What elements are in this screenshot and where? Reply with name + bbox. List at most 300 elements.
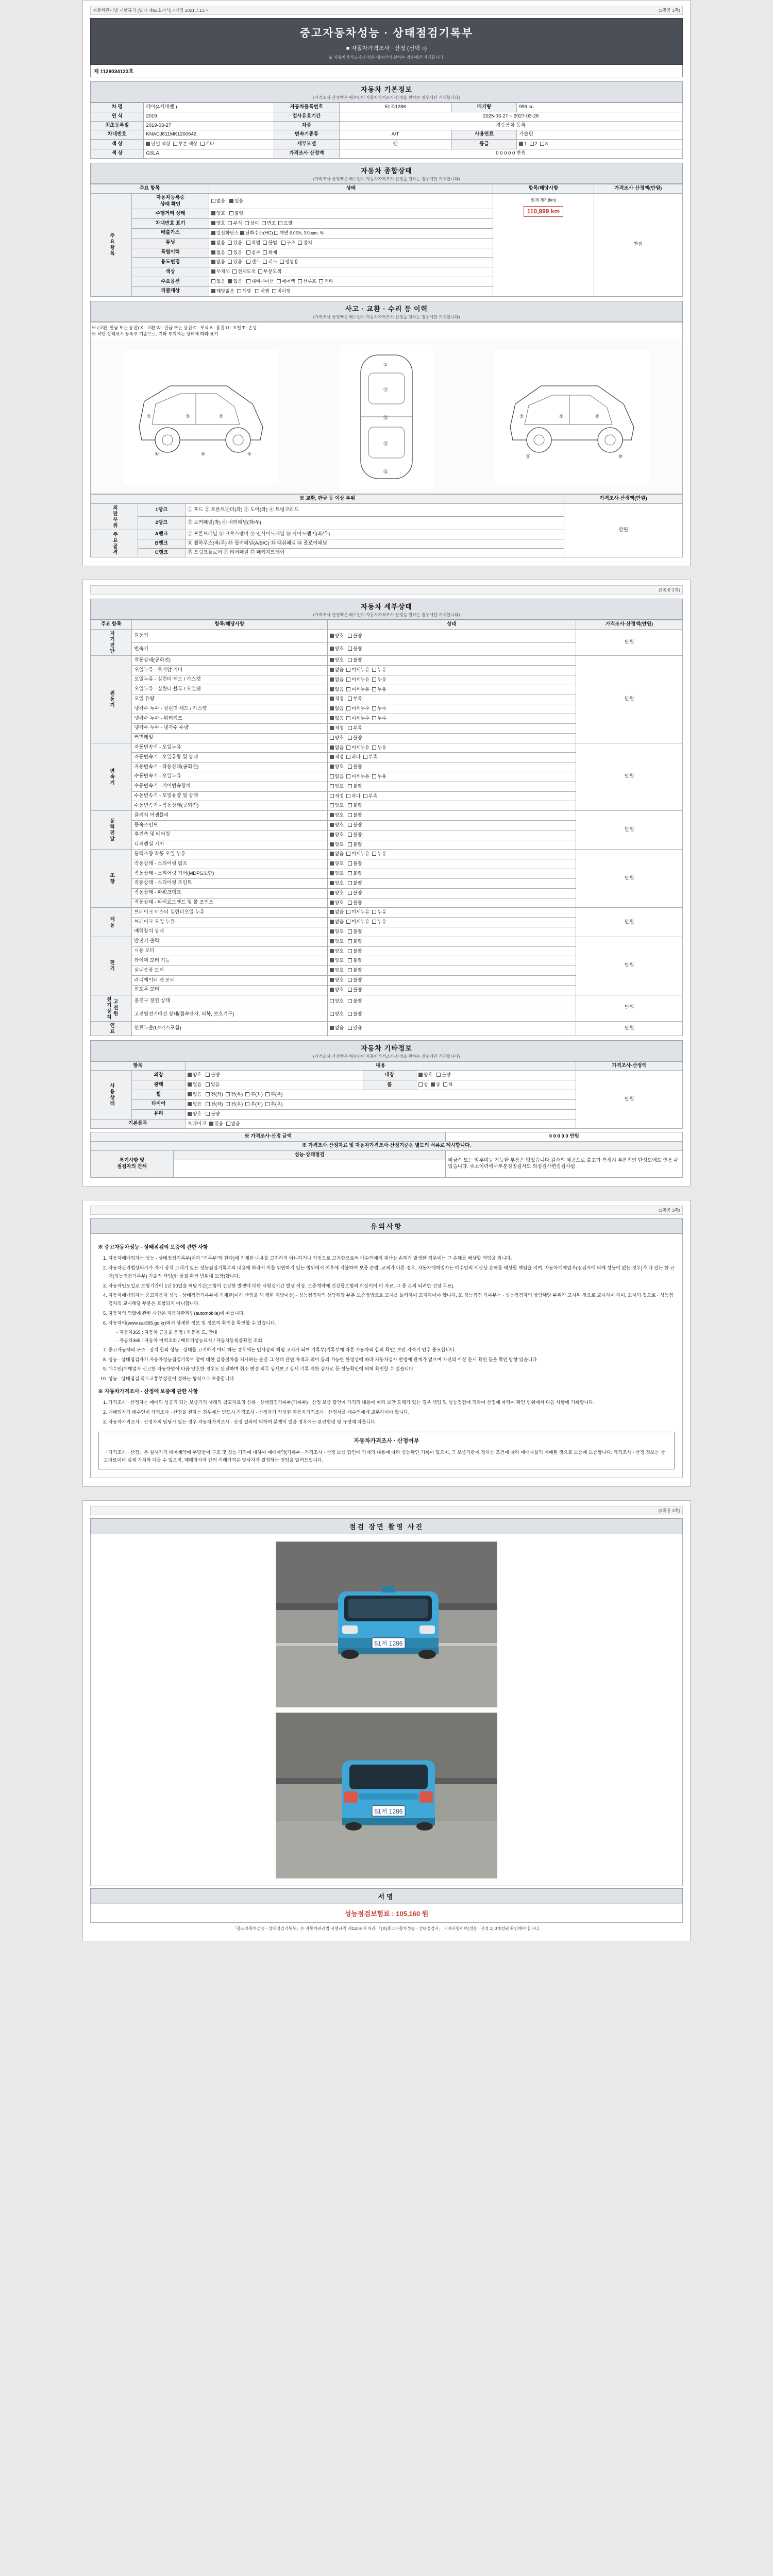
checkbox-tuning-none[interactable]: 없음 xyxy=(211,240,225,245)
checkbox-good[interactable]: 양호 xyxy=(330,977,344,982)
checkbox-vin-erased[interactable]: 도말 xyxy=(278,221,292,226)
checkbox-recall-done[interactable]: 이행 xyxy=(255,289,269,294)
checkbox-good[interactable]: 양호 xyxy=(330,1011,344,1016)
notice-item: 10. 성능 · 상태점검 국토교통부장관이 정하는 형식으로 보증합니다. xyxy=(108,1375,675,1383)
checkbox-leak[interactable]: 누유 xyxy=(372,667,386,672)
checkbox-minor-leak[interactable]: 미세누유 xyxy=(346,677,369,682)
value-tire xyxy=(185,1099,576,1109)
checkbox-emission-smoke[interactable]: 매연 xyxy=(274,230,288,235)
label-reg-no: 자동차등록번호 xyxy=(274,103,339,112)
page-3-blank xyxy=(93,1207,94,1213)
checkbox-insufficient[interactable]: 부족 xyxy=(348,696,362,701)
state-at-operation xyxy=(327,762,576,772)
item-alternator: 발전기 출력 xyxy=(132,937,327,946)
table-row xyxy=(91,937,683,946)
checkbox-minor-leak[interactable]: 미세누유 xyxy=(346,919,369,924)
group-transmission: 변속기 xyxy=(91,743,132,811)
item-common-rail: 커먼레일 xyxy=(132,733,327,743)
page-top-note xyxy=(90,6,683,15)
checkbox-wheel-front-right[interactable]: 전(우) xyxy=(226,1092,243,1097)
price-etc: 만원 xyxy=(576,1071,683,1129)
state-steering-joint xyxy=(327,878,576,888)
checkbox-tuning-structure[interactable]: 구조 xyxy=(281,240,295,245)
checkbox-none[interactable]: 없음 xyxy=(330,716,344,721)
legend-line-1: ※ (교환, 판금 또는 용접) X : 교환 W : 판금 또는 용접 C : 부식 A : 흠집 U : 요철 T : 손상 xyxy=(92,325,257,330)
table-row xyxy=(91,811,683,821)
checkbox-good[interactable]: 양호 xyxy=(330,871,344,876)
checkbox-bad[interactable]: 불량 xyxy=(348,861,362,866)
checkbox-good[interactable]: 양호 xyxy=(330,832,344,837)
label-wheel: 휠 xyxy=(132,1090,185,1100)
state-engine-idle xyxy=(327,656,576,666)
group-powertrain: 동력전달 xyxy=(91,811,132,850)
checkbox-bad[interactable]: 불량 xyxy=(348,646,362,651)
checkbox-none[interactable]: 없음 xyxy=(330,706,344,711)
checkbox-none[interactable]: 없음 xyxy=(330,851,344,856)
table-row xyxy=(91,850,683,859)
state-mt-operation xyxy=(327,801,576,811)
checkbox-none[interactable]: 없음 xyxy=(330,1025,344,1030)
checkbox-good[interactable]: 양호 xyxy=(330,948,344,954)
value-glass xyxy=(185,1109,576,1119)
table-row xyxy=(91,112,683,121)
checkbox-good[interactable]: 양호 xyxy=(330,939,344,944)
checkbox-usage-lease[interactable]: 리스 xyxy=(263,259,277,264)
checkbox-leak[interactable]: 누수 xyxy=(372,706,386,711)
state-clutch-assembly xyxy=(327,811,576,821)
page-1 xyxy=(82,0,691,566)
value-main-options xyxy=(209,277,493,287)
checkbox-bad[interactable]: 불량 xyxy=(348,968,362,973)
checkbox-room-low[interactable]: 하 xyxy=(443,1082,453,1087)
checkbox-yes[interactable]: 있음 xyxy=(348,1025,362,1030)
label-exterior-parts: 외판부위 xyxy=(91,503,138,530)
item-booster: 배력장치 상태 xyxy=(132,927,327,937)
checkbox-color-other[interactable]: 기타 xyxy=(200,141,214,146)
checkbox-good[interactable]: 양호 xyxy=(330,633,344,638)
checkbox-tuning-legal[interactable]: 적법 xyxy=(246,240,260,245)
checkbox-bad[interactable]: 불량 xyxy=(348,890,362,895)
checkbox-leak[interactable]: 누수 xyxy=(372,716,386,721)
checkbox-polish-yes[interactable]: 있음 xyxy=(206,1082,220,1087)
declaration-box xyxy=(98,1432,675,1469)
state-power-crank xyxy=(327,888,576,898)
label-year: 연 식 xyxy=(91,112,144,121)
checkbox-grade-1[interactable]: 1 xyxy=(519,141,527,146)
value-vehicle-type: 경승용차 등록 xyxy=(339,121,682,130)
checkbox-bad[interactable]: 불량 xyxy=(348,633,362,638)
checkbox-adequate[interactable]: 적정 xyxy=(330,725,344,731)
checkbox-adequate[interactable]: 적정 xyxy=(330,754,344,759)
checkbox-glass-bad[interactable]: 불량 xyxy=(206,1111,220,1116)
checkbox-good[interactable]: 양호 xyxy=(330,880,344,886)
checkbox-good[interactable]: 양호 xyxy=(330,890,344,895)
checkbox-bad[interactable]: 불량 xyxy=(348,842,362,847)
state-brake-oil-leak xyxy=(327,918,576,927)
checkbox-good[interactable]: 양호 xyxy=(330,958,344,963)
checkbox-color-two-tone[interactable]: 투톤 색상 xyxy=(173,141,197,146)
checkbox-adequate[interactable]: 적정 xyxy=(330,696,344,701)
photo-grid xyxy=(91,1534,682,1886)
section-overall-title: 자동차 종합상태 xyxy=(361,166,412,175)
checkbox-usage-business[interactable]: 영업용 xyxy=(280,259,298,264)
checkbox-good[interactable]: 양호 xyxy=(330,735,344,740)
checkbox-polish-none[interactable]: 없음 xyxy=(188,1082,201,1087)
row-group-label: 주요항목 xyxy=(91,193,132,296)
price-steering: 만원 xyxy=(576,850,683,908)
checkbox-leak[interactable]: 누유 xyxy=(372,919,386,924)
checkbox-grade-2[interactable]: 2 xyxy=(530,141,537,146)
item-engine-head-gasket: 오일누유 - 실린더 헤드 / 가스켓 xyxy=(132,675,327,685)
checkbox-tuning-device[interactable]: 장치 xyxy=(298,240,312,245)
value-emission xyxy=(209,228,493,238)
svg-text:⑯: ⑯ xyxy=(383,469,389,474)
section-accident-subtitle: (가격조사·산정액은 매수인이 자동차가격조사·산정을 원하는 경우에만 기재합니다) xyxy=(313,314,460,319)
item-at-oil-leak: 자동변속기 - 오일누유 xyxy=(132,743,327,753)
label-basic-items: 기본품목 xyxy=(91,1119,186,1129)
value-polish xyxy=(185,1080,363,1090)
checkbox-excess[interactable]: 과다 xyxy=(346,793,360,799)
mileage-label: 현재 계기(km) xyxy=(530,197,557,202)
checkbox-minor-leak[interactable]: 미세누수 xyxy=(346,716,369,721)
diagram-legend xyxy=(90,322,683,340)
item-at-oil-level: 자동변속기 - 오일유량 및 상태 xyxy=(132,753,327,762)
item-mt-oil-leak: 수동변속기 - 오일누유 xyxy=(132,772,327,782)
checkbox-good[interactable]: 양호 xyxy=(330,929,344,934)
label-mileage-state: 주행거리 상태 xyxy=(132,209,209,219)
checkbox-basic-no[interactable]: 없음 xyxy=(226,1121,240,1126)
table-row xyxy=(91,1150,683,1160)
checkbox-good[interactable]: 양호 xyxy=(330,657,344,663)
checkbox-adequate[interactable]: 적정 xyxy=(330,793,344,799)
notice-item: 9. 매수인(매매업자 신고한 자동차명이 다음 양호한 경우도 완전하며 취소 변경 의무 상세보고 상세 기록 위한 검사로 등 성능확인에 의해 확인할 수 있습니다. xyxy=(108,1365,675,1374)
checkbox-leak[interactable]: 누유 xyxy=(372,774,386,779)
checkbox-bad[interactable]: 불량 xyxy=(348,998,362,1004)
value-color-code: GSLA xyxy=(144,149,274,159)
photos-container xyxy=(90,1534,683,1886)
checkbox-bad[interactable]: 불량 xyxy=(348,803,362,808)
rear-photo-svg xyxy=(276,1713,497,1878)
checkbox-option-navigation[interactable]: 내비게이션 xyxy=(246,279,274,284)
state-wiper-motor xyxy=(327,956,576,966)
checkbox-recall-na[interactable]: 해당없음 xyxy=(211,289,234,294)
svg-text:①: ① xyxy=(383,362,388,367)
checkbox-bad[interactable]: 불량 xyxy=(348,987,362,992)
section-basic-title: 자동차 기본정보 xyxy=(361,86,412,93)
checkbox-good[interactable]: 양호 xyxy=(330,812,344,818)
checkbox-usage-yes[interactable]: 있음 xyxy=(228,259,242,264)
table-row xyxy=(91,503,683,517)
checkbox-recall-notdone[interactable]: 미이행 xyxy=(272,289,291,294)
label-special-history: 특별이력 xyxy=(132,248,209,258)
checkbox-bad[interactable]: 불량 xyxy=(348,812,362,818)
checkbox-good[interactable]: 양호 xyxy=(330,900,344,905)
checkbox-excess[interactable]: 과다 xyxy=(346,754,360,759)
section-detail-subtitle: (가격조사·산정액은 매수인이 자동차가격조사·산정을 원하는 경우에만 기재합니다) xyxy=(313,613,460,618)
checkbox-bad[interactable]: 불량 xyxy=(348,958,362,963)
page-4-number: (3쪽중 3쪽) xyxy=(658,1507,680,1513)
checkbox-emission-co[interactable]: 일산화탄소 xyxy=(211,230,239,235)
state-booster xyxy=(327,927,576,937)
checkbox-insufficient[interactable]: 부족 xyxy=(348,725,362,731)
checkbox-grade-3[interactable]: 3 xyxy=(540,141,548,146)
car-top-view-diagram xyxy=(340,345,433,489)
checkbox-bad[interactable]: 불량 xyxy=(348,764,362,769)
state-engine-rocker-cover xyxy=(327,666,576,675)
checkbox-color-partial-paint[interactable]: 부분도색 xyxy=(258,269,281,274)
checkbox-bad[interactable]: 불량 xyxy=(348,784,362,789)
state-window-motor xyxy=(327,985,576,995)
checkbox-room-mid[interactable]: 중 xyxy=(431,1082,441,1087)
checkbox-history-none[interactable]: 없음 xyxy=(211,250,225,255)
checkbox-wheel-rear-left[interactable]: 후(좌) xyxy=(245,1092,262,1097)
checkbox-good[interactable]: 양호 xyxy=(330,803,344,808)
item-master-cylinder-leak: 브레이크 마스터 실린더오일 누유 xyxy=(132,908,327,918)
checkbox-minor-leak[interactable]: 미세누유 xyxy=(346,851,369,856)
checkbox-bad[interactable]: 불량 xyxy=(348,977,362,982)
page-2-number: (3쪽중 2쪽) xyxy=(658,587,680,593)
checkbox-color-achromatic[interactable]: 무채색 xyxy=(211,269,230,274)
page-title: 중고자동차성능 · 상태점검기록부 xyxy=(299,27,474,39)
state-alternator xyxy=(327,937,576,946)
checkbox-minor-leak[interactable]: 미세누유 xyxy=(346,687,369,692)
checkbox-interior-bad[interactable]: 불량 xyxy=(436,1072,450,1077)
item-engine-oil-level: 오일 유량 xyxy=(132,694,327,704)
checkbox-tuning-illegal[interactable]: 불법 xyxy=(263,240,277,245)
checkbox-none[interactable]: 없음 xyxy=(330,919,344,924)
notice-head-1: ※ 중고자동차성능 · 상태점검의 보증에 관한 사항 xyxy=(98,1244,208,1250)
item-self-engine: 원동기 xyxy=(132,630,327,643)
value-special-history xyxy=(209,248,493,258)
section-etc-subtitle: (가격조사·산정액은 매수인이 자동차가격조사·산정을 원하는 경우에만 기재합니다) xyxy=(313,1054,460,1059)
checkbox-good[interactable]: 양호 xyxy=(330,764,344,769)
checkbox-bad[interactable]: 불량 xyxy=(348,900,362,905)
header-etc-content: 내용 xyxy=(185,1061,576,1071)
checkbox-good[interactable]: 양호 xyxy=(330,784,344,789)
checkbox-none[interactable]: 없음 xyxy=(330,745,344,750)
checkbox-option-yes[interactable]: 있음 xyxy=(228,279,242,284)
table-row xyxy=(91,908,683,918)
label-vehicle-type: 차종 xyxy=(274,121,339,130)
state-differential-gear xyxy=(327,840,576,850)
state-mt-oil-level xyxy=(327,791,576,801)
value-exterior xyxy=(185,1071,363,1080)
checkbox-vin-good[interactable]: 양호 xyxy=(211,221,225,226)
checkbox-good[interactable]: 양호 xyxy=(330,861,344,866)
checkbox-bad[interactable]: 불량 xyxy=(348,871,362,876)
checkbox-wheel-rear-right[interactable]: 후(우) xyxy=(265,1092,282,1097)
checkbox-tire-rear-left[interactable]: 후(좌) xyxy=(245,1101,262,1107)
section-accident-title: 사고 · 교환 · 수리 등 이력 xyxy=(345,304,428,313)
checkbox-reg-none[interactable]: 없음 xyxy=(211,198,225,204)
checkbox-bad[interactable]: 불량 xyxy=(348,929,362,934)
group-electric: 전기 xyxy=(91,937,132,995)
checkbox-reg-yes[interactable]: 있음 xyxy=(229,198,243,204)
state-engine-oil-level xyxy=(327,694,576,704)
checkbox-bad[interactable]: 불량 xyxy=(348,948,362,954)
checkbox-none[interactable]: 없음 xyxy=(330,677,344,682)
section-detail-state xyxy=(90,599,683,620)
table-row xyxy=(91,1142,683,1151)
checkbox-color-full-paint[interactable]: 전체도색 xyxy=(232,269,256,274)
label-sub-model: 세부모델 xyxy=(274,140,339,149)
checkbox-vin-diff[interactable]: 상이 xyxy=(245,221,259,226)
item-blower-motor: 실내송풍 모터 xyxy=(132,966,327,976)
price-fuel: 만원 xyxy=(576,1021,683,1036)
checkbox-bad[interactable]: 불량 xyxy=(348,832,362,837)
notice-item: 4. 자동차매매업자는 중고자동차 성능 · 상태점검기록부에 기재한(이하 산정을 해 행한 지방이상) · 성능점검자의 상담해당 부분 보증방법으로 고시를 들려하여 고지하여야 합니다. 또 성능점검 기록부는 · 성능점검자의 상담해당 부위가 고시된 것으로 교시하여 하며, 고시되 것으로 · 성능점검자의 교시해당 부분은 포함되지 아니합니다. xyxy=(108,1292,675,1308)
checkbox-minor-leak[interactable]: 미세누수 xyxy=(346,706,369,711)
value-basic-items xyxy=(185,1119,576,1129)
checkbox-bad[interactable]: 불량 xyxy=(348,880,362,886)
page-2-top-note xyxy=(90,585,683,595)
checkbox-bad[interactable]: 불량 xyxy=(348,822,362,827)
checkbox-mileage-bad[interactable]: 불량 xyxy=(229,211,243,216)
group-engine: 원동기 xyxy=(91,656,132,743)
checkbox-tuning-yes[interactable]: 있음 xyxy=(228,240,242,245)
checkbox-good[interactable]: 양호 xyxy=(330,842,344,847)
checkbox-none[interactable]: 없음 xyxy=(330,909,344,914)
svg-text:③: ③ xyxy=(186,413,190,419)
checkbox-bad[interactable]: 불량 xyxy=(348,939,362,944)
svg-text:⑮: ⑮ xyxy=(383,440,389,446)
section-basic-subtitle: (가격조사·산정액은 매수인이 자동차가격조사·산정을 원하는 경우에만 기재합니다) xyxy=(313,95,460,100)
notice-body xyxy=(90,1234,683,1478)
label-frame-parts: 주요골격 xyxy=(91,530,138,557)
checkbox-good[interactable]: 양호 xyxy=(330,987,344,992)
label-fuel: 사용연료 xyxy=(451,130,516,140)
checkbox-minor-leak[interactable]: 미세누유 xyxy=(346,774,369,779)
checkbox-leak[interactable]: 누유 xyxy=(372,909,386,914)
checkbox-tire-none[interactable]: 없음 xyxy=(188,1101,201,1107)
price-self-diagnosis: 만원 xyxy=(576,630,683,656)
table-header-row xyxy=(91,620,683,630)
label-transmission: 변속기종류 xyxy=(274,130,339,140)
checkbox-leak[interactable]: 누유 xyxy=(372,687,386,692)
label-polish: 광택 xyxy=(132,1080,185,1090)
value-price-total: 0 0 0 0 0 만원 xyxy=(446,1132,683,1142)
label-price-total: ※ 가격조사·산정 금액 xyxy=(91,1132,446,1142)
checkbox-option-airbag[interactable]: 에어백 xyxy=(277,279,295,284)
checkbox-exterior-good[interactable]: 양호 xyxy=(188,1072,201,1077)
label-first-registration: 최초등록일 xyxy=(91,121,144,130)
checkbox-good[interactable]: 양호 xyxy=(330,968,344,973)
checkbox-glass-good[interactable]: 양호 xyxy=(188,1111,201,1116)
checkbox-none[interactable]: 없음 xyxy=(330,687,344,692)
section-basic-info xyxy=(90,81,683,103)
state-self-transmission xyxy=(327,642,576,656)
checkbox-history-fire[interactable]: 화재 xyxy=(263,250,277,255)
state-steering-pump xyxy=(327,859,576,869)
section-etc-info xyxy=(90,1040,683,1061)
checkbox-leak[interactable]: 누유 xyxy=(372,677,386,682)
checkbox-bad[interactable]: 불량 xyxy=(348,657,362,663)
section-etc-title: 자동차 기타정보 xyxy=(361,1044,412,1052)
checkbox-emission-hc[interactable]: 탄화수소(HC) xyxy=(240,230,273,235)
checkbox-tire-front-left[interactable]: 전(좌) xyxy=(206,1101,223,1107)
header-main-item: 주요 항목 xyxy=(91,184,209,193)
item-charging-port: 충전구 절연 상태 xyxy=(132,995,327,1008)
label-memo: 특기사항 및 점검자의 견해 xyxy=(91,1150,174,1177)
state-common-rail xyxy=(327,733,576,743)
svg-text:⑦: ⑦ xyxy=(519,413,524,419)
checkbox-option-sunroof[interactable]: 선루프 xyxy=(298,279,316,284)
item-tie-rod-end: 작동상태 - 타이로드엔드 및 볼 조인트 xyxy=(132,898,327,908)
state-starter-motor xyxy=(327,946,576,956)
svg-text:⑩: ⑩ xyxy=(618,453,623,459)
label-model-name: 차 명 xyxy=(91,103,144,112)
checkbox-option-etc[interactable]: 기타 xyxy=(319,279,333,284)
vehicle-front-photo xyxy=(276,1541,497,1707)
item-differential-gear: 디퍼렌셜 기어 xyxy=(132,840,327,850)
checkbox-leak[interactable]: 누유 xyxy=(372,745,386,750)
checkbox-room-high[interactable]: 상 xyxy=(418,1082,428,1087)
checkbox-minor-leak[interactable]: 미세누유 xyxy=(346,745,369,750)
checkbox-exterior-bad[interactable]: 불량 xyxy=(206,1072,220,1077)
header-detail-item: 항목/해당사항 xyxy=(132,620,327,630)
checkbox-good[interactable]: 양호 xyxy=(330,822,344,827)
table-row xyxy=(91,1071,683,1080)
label-rank-a: A랭크 xyxy=(138,530,185,539)
checkbox-usage-none[interactable]: 없음 xyxy=(211,259,225,264)
label-vin-mark: 차대번호 표기 xyxy=(132,219,209,229)
checkbox-history-flood[interactable]: 침수 xyxy=(246,250,260,255)
checkbox-minor-leak[interactable]: 미세누유 xyxy=(346,909,369,914)
checkbox-good[interactable]: 양호 xyxy=(330,646,344,651)
item-mt-operation: 수동변속기 - 작동상태(공회전) xyxy=(132,801,327,811)
checkbox-mileage-good[interactable]: 양호 xyxy=(211,211,225,216)
checkbox-insufficient[interactable]: 부족 xyxy=(363,754,377,759)
checkbox-vin-altered[interactable]: 변조 xyxy=(262,221,276,226)
mileage-block xyxy=(495,195,591,220)
checkbox-none[interactable]: 없음 xyxy=(330,774,344,779)
value-usage-change xyxy=(209,258,493,267)
checkbox-bad[interactable]: 불량 xyxy=(348,735,362,740)
checkbox-minor-leak[interactable]: 미세누유 xyxy=(346,667,369,672)
checkbox-none[interactable]: 없음 xyxy=(330,667,344,672)
checkbox-tire-rear-right[interactable]: 후(우) xyxy=(265,1101,282,1107)
label-color-change: 색상 xyxy=(132,267,209,277)
table-row xyxy=(91,656,683,666)
checkbox-usage-rent[interactable]: 렌트 xyxy=(246,259,260,264)
price-electric: 만원 xyxy=(576,937,683,995)
label-rank-c: C랭크 xyxy=(138,548,185,557)
header-note: ※ 자동차가격조사·산정은 매수인이 원하는 경우에만 기재합니다. xyxy=(328,55,445,60)
state-coolant-level xyxy=(327,723,576,733)
checkbox-good[interactable]: 양호 xyxy=(330,998,344,1004)
checkbox-insufficient[interactable]: 부족 xyxy=(363,793,377,799)
checkbox-wheel-none[interactable]: 없음 xyxy=(188,1092,201,1097)
item-engine-rocker-cover: 오일누유 - 로커암 커버 xyxy=(132,666,327,675)
photos-title: 점검 장면 촬영 사진 xyxy=(90,1518,683,1534)
basic-item-name: 브레이크 xyxy=(187,1121,207,1127)
checkbox-vin-corrosion[interactable]: 부식 xyxy=(228,221,242,226)
checkbox-leak[interactable]: 누유 xyxy=(372,851,386,856)
checkbox-history-yes[interactable]: 있음 xyxy=(228,250,242,255)
state-at-oil-leak xyxy=(327,743,576,753)
checkbox-wheel-front-left[interactable]: 전(좌) xyxy=(206,1092,223,1097)
checkbox-recall-yes[interactable]: 해당 xyxy=(237,289,251,294)
value-rank-2-items: ⑤ 로커패널(좌) ⑥ 쿼터패널(좌/우) xyxy=(185,517,564,530)
checkbox-bad[interactable]: 불량 xyxy=(348,1011,362,1016)
checkbox-basic-yes[interactable]: 있음 xyxy=(209,1121,223,1126)
checkbox-tire-front-right[interactable]: 전(우) xyxy=(226,1101,243,1107)
header-exchange-parts: ※ 교환, 판금 등 이상 부위 xyxy=(91,495,564,504)
checkbox-color-single[interactable]: 단일 색상 xyxy=(146,141,170,146)
checkbox-option-none[interactable]: 없음 xyxy=(211,279,225,284)
front-plate-text: 51저 1286 xyxy=(374,1639,403,1647)
checkbox-interior-good[interactable]: 양호 xyxy=(418,1072,432,1077)
